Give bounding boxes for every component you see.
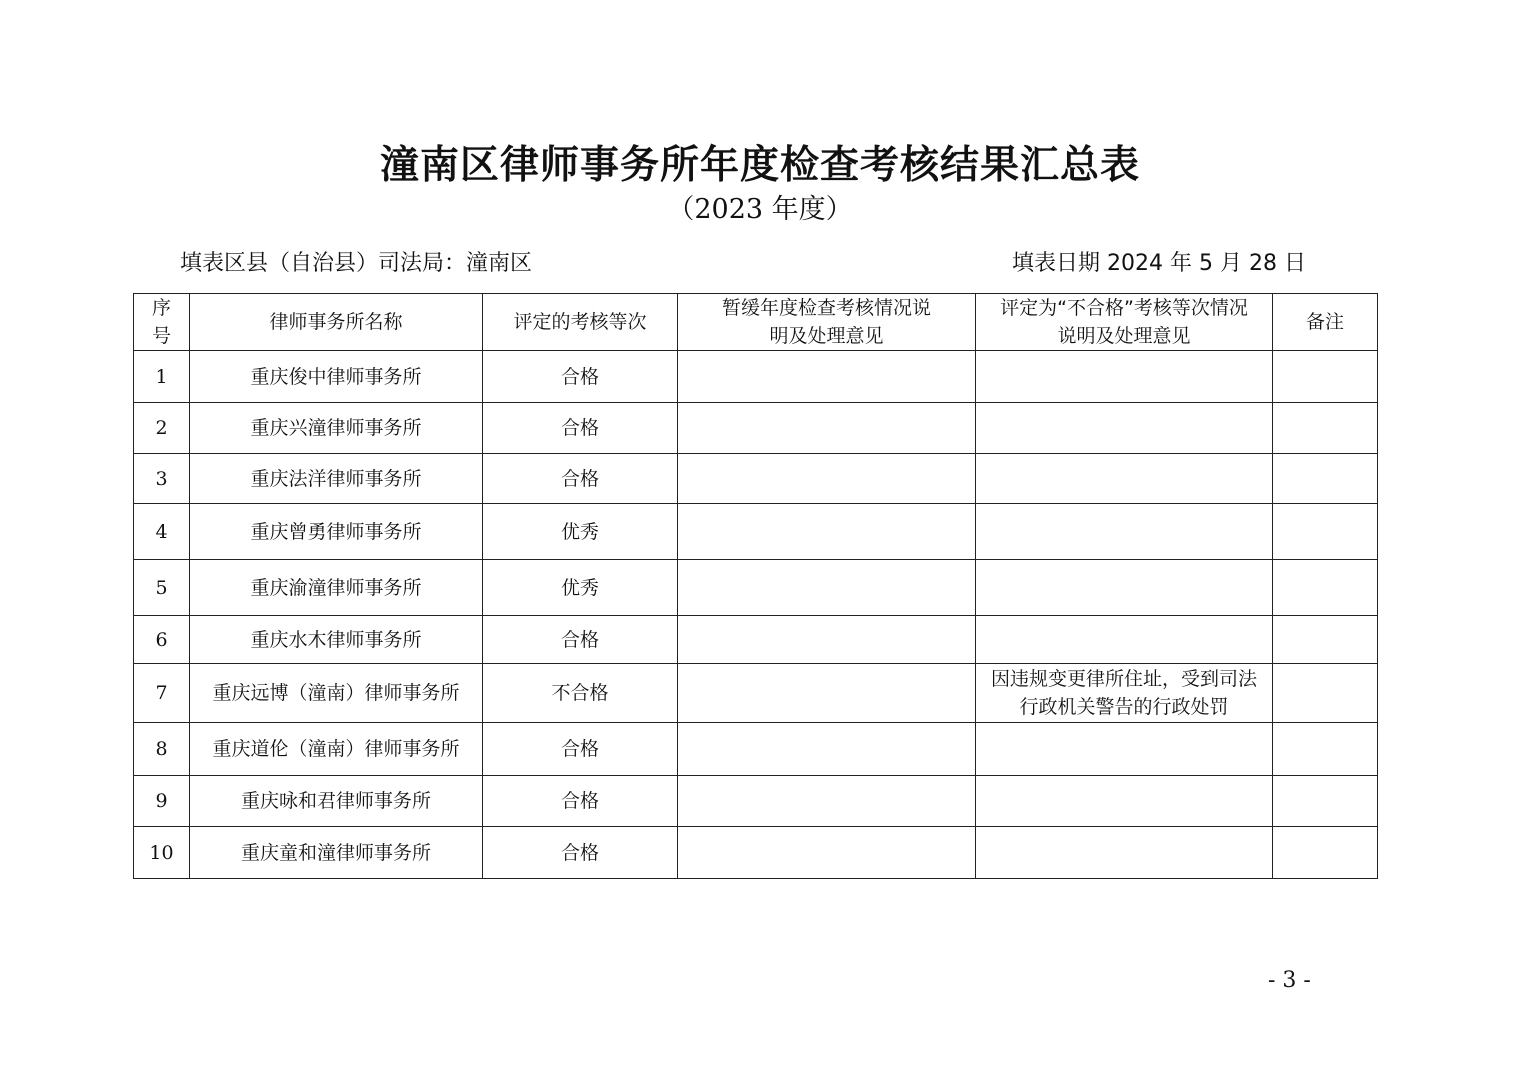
row-firm-name: 重庆道伦（潼南）律师事务所 — [190, 723, 483, 776]
header-serial: 序号 — [134, 294, 190, 351]
table-row — [134, 776, 1378, 827]
header-grade: 评定的考核等次 — [483, 294, 678, 351]
table-row — [134, 616, 1378, 664]
row-deferred-notes — [678, 454, 976, 504]
page-subtitle: （2023 年度） — [667, 194, 853, 225]
row-serial: 9 — [134, 776, 190, 827]
row-grade: 合格 — [483, 827, 678, 879]
header-deferred-notes: 暂缓年度检查考核情况说明及处理意见 — [678, 294, 976, 351]
row-serial: 1 — [134, 351, 190, 403]
table-header-row — [134, 294, 1378, 351]
table-row — [134, 664, 1378, 723]
row-firm-name: 重庆法洋律师事务所 — [190, 454, 483, 504]
row-grade: 合格 — [483, 723, 678, 776]
table-row — [134, 504, 1378, 560]
row-firm-name: 重庆水木律师事务所 — [190, 616, 483, 664]
row-serial: 3 — [134, 454, 190, 504]
row-serial: 8 — [134, 723, 190, 776]
row-serial: 4 — [134, 504, 190, 560]
row-deferred-notes — [678, 664, 976, 723]
row-unqualified-notes — [976, 351, 1273, 403]
header-remark: 备注 — [1273, 294, 1378, 351]
row-grade: 合格 — [483, 454, 678, 504]
row-deferred-notes — [678, 827, 976, 879]
row-deferred-notes — [678, 504, 976, 560]
row-firm-name: 重庆曾勇律师事务所 — [190, 504, 483, 560]
row-unqualified-notes — [976, 560, 1273, 616]
row-serial: 6 — [134, 616, 190, 664]
header-firm-name: 律师事务所名称 — [190, 294, 483, 351]
row-firm-name: 重庆远博（潼南）律师事务所 — [190, 664, 483, 723]
row-unqualified-notes — [976, 616, 1273, 664]
row-serial: 2 — [134, 403, 190, 454]
row-remark — [1273, 616, 1378, 664]
page-number: - 3 - — [1268, 968, 1311, 993]
row-grade: 合格 — [483, 616, 678, 664]
row-unqualified-notes — [976, 827, 1273, 879]
row-remark — [1273, 827, 1378, 879]
row-deferred-notes — [678, 616, 976, 664]
row-firm-name: 重庆渝潼律师事务所 — [190, 560, 483, 616]
row-unqualified-notes — [976, 776, 1273, 827]
row-remark — [1273, 560, 1378, 616]
filing-date: 填表日期 2024 年 5 月 28 日 — [1012, 251, 1306, 276]
row-remark — [1273, 776, 1378, 827]
row-deferred-notes — [678, 560, 976, 616]
row-firm-name: 重庆童和潼律师事务所 — [190, 827, 483, 879]
row-grade: 合格 — [483, 776, 678, 827]
row-remark — [1273, 351, 1378, 403]
table-row — [134, 403, 1378, 454]
table-row — [134, 351, 1378, 403]
row-serial: 5 — [134, 560, 190, 616]
row-grade: 合格 — [483, 403, 678, 454]
results-table — [133, 293, 1378, 879]
row-serial: 10 — [134, 827, 190, 879]
row-unqualified-notes — [976, 504, 1273, 560]
page-title: 潼南区律师事务所年度检查考核结果汇总表 — [379, 142, 1140, 188]
row-firm-name: 重庆咏和君律师事务所 — [190, 776, 483, 827]
table-row — [134, 723, 1378, 776]
filing-bureau: 填表区县（自治县）司法局：潼南区 — [180, 251, 533, 276]
row-grade: 合格 — [483, 351, 678, 403]
row-firm-name: 重庆兴潼律师事务所 — [190, 403, 483, 454]
row-unqualified-notes — [976, 454, 1273, 504]
row-firm-name: 重庆俊中律师事务所 — [190, 351, 483, 403]
row-grade: 不合格 — [483, 664, 678, 723]
row-remark — [1273, 664, 1378, 723]
row-remark — [1273, 723, 1378, 776]
row-remark — [1273, 504, 1378, 560]
row-deferred-notes — [678, 723, 976, 776]
table-row — [134, 454, 1378, 504]
row-serial: 7 — [134, 664, 190, 723]
row-unqualified-notes — [976, 403, 1273, 454]
row-deferred-notes — [678, 403, 976, 454]
row-remark — [1273, 454, 1378, 504]
row-deferred-notes — [678, 776, 976, 827]
row-deferred-notes — [678, 351, 976, 403]
row-remark — [1273, 403, 1378, 454]
table-row — [134, 560, 1378, 616]
row-unqualified-notes: 因违规变更律所住址，受到司法行政机关警告的行政处罚 — [976, 664, 1273, 723]
row-unqualified-notes — [976, 723, 1273, 776]
header-unqualified-notes: 评定为“不合格”考核等次情况说明及处理意见 — [976, 294, 1273, 351]
row-grade: 优秀 — [483, 560, 678, 616]
row-grade: 优秀 — [483, 504, 678, 560]
table-row — [134, 827, 1378, 879]
